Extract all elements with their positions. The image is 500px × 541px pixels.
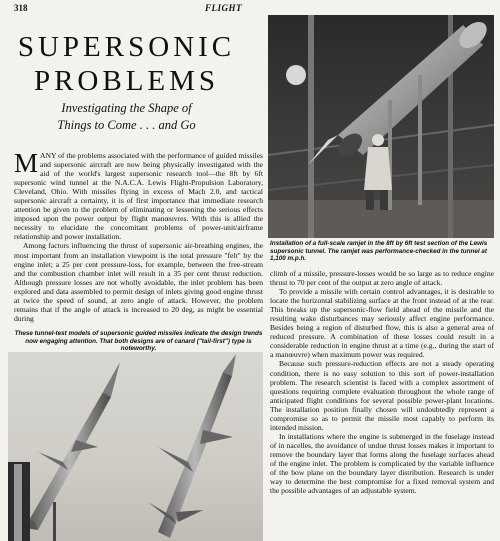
publication-title: FLIGHT	[205, 3, 243, 13]
col2-paragraph-4: In installations where the engine is submerged in the fuselage instead of in nacelles, the avoidance of undue thrust losses makes it important to remove the boundary layer that forms along the fuselage surfaces ahead of the engine inlet. The problem is complicated by the variable influence of the bow plane on the boundary layer distribution. Research is under way to determine the best compromise for a fixed removal system and the possible advantages of an adjustable system.	[270, 431, 494, 496]
col2-paragraph-3: Because such pressure-reduction effects are not a steady operating condition, there is no easy solution to this sort of power-installation problem. The research scientist is faced with a complex assortment of questions requiring complete evaluation throughout the whole range of anticipated flight conditions for several possible power-plant locations. The installation position finally chosen will undoubtedly represent a compromise so as to permit the missile most capably to perform its intended mission.	[270, 359, 494, 432]
paragraph-2: Among factors influencing the thrust of supersonic air-breathing engines, the most important from an installation viewpoint is the total pressure "felt" by the engine inlet; a 25 per cent pressure-loss, for example, between the free-stream and the combustion chamber inlet will result in a 35 per cent thrust reduction. Although pressure losses are not wholly avoidable, the inlet problem has been explored and data assembled to permit design of inlets giving good engine thrust at twice the speed of sound, at zero angle of attack. However, the problem remains that if the angle of attack is increased to 20 deg, as might be essential during	[14, 241, 263, 323]
article-column-left	[14, 148, 263, 323]
col2-paragraph-2: To provide a missile with certain control advantages, it is desirable to locate the horizontal stabilizing surface at the front instead of at the rear. This breaks up the supersonic-flow field ahead of the missile and the resulting wake disturbances may seriously affect engine performance. Besides being a region of disturbed flow, this is also a general area of reduced pressure. A combination of these losses could result in a considerable reduction in engine thrust at a time (e.g., during the start of a manœuvre) when maximum power was required.	[270, 287, 494, 360]
intro-paragraph: MANY of the problems associated with the performance of guided missiles and supersonic aircraft are now being physically investigated with the aid of the world's largest supersonic research tool—the 8ft by 6ft supersonic wind tunnel at the N.A.C.A. Lewis Flight-Propulsion Laboratory, Cleveland, Ohio. With missiles flying in excess of Mach 2.0, and tactical supersonic aircraft a certainty, it is of first importance that immediate research attention be given to the problem of eliminating or lessening the serious effects imposed upon the power output by flight manœuvres. With this is allied the necessity to elucidate the concomitant problems of power-unit/airframe relationship and power installation.	[14, 148, 263, 242]
ramjet-tunnel-photo	[268, 15, 494, 238]
page-number: 318	[14, 3, 28, 13]
missile-models-photo	[8, 352, 263, 541]
title-line-1: SUPERSONIC	[17, 31, 236, 63]
deck-line-2: Things to Come . . . and Go	[57, 118, 196, 132]
article-title	[14, 30, 239, 98]
col2-paragraph-1: climb of a missile, pressure-losses would be so large as to reduce engine thrust to 70 per cent of the output at zero angle of attack.	[270, 269, 494, 288]
bottom-photo-caption: These tunnel-test models of supersonic guided missiles indicate the design trends now engaging attention. That both designs are of canard ("tail-first") type is noteworthy.	[14, 330, 263, 353]
drop-cap: M	[14, 148, 39, 178]
article-deck	[14, 100, 239, 134]
title-line-2: PROBLEMS	[33, 65, 220, 97]
deck-line-1: Investigating the Shape of	[61, 101, 192, 115]
top-photo-caption: Installation of a full-scale ramjet in the 8ft by 6ft test section of the Lewis supersonic tunnel. The ramjet was performance-checked in the tunnel at 1,100 m.p.h.	[270, 240, 488, 263]
article-column-right	[270, 269, 494, 495]
